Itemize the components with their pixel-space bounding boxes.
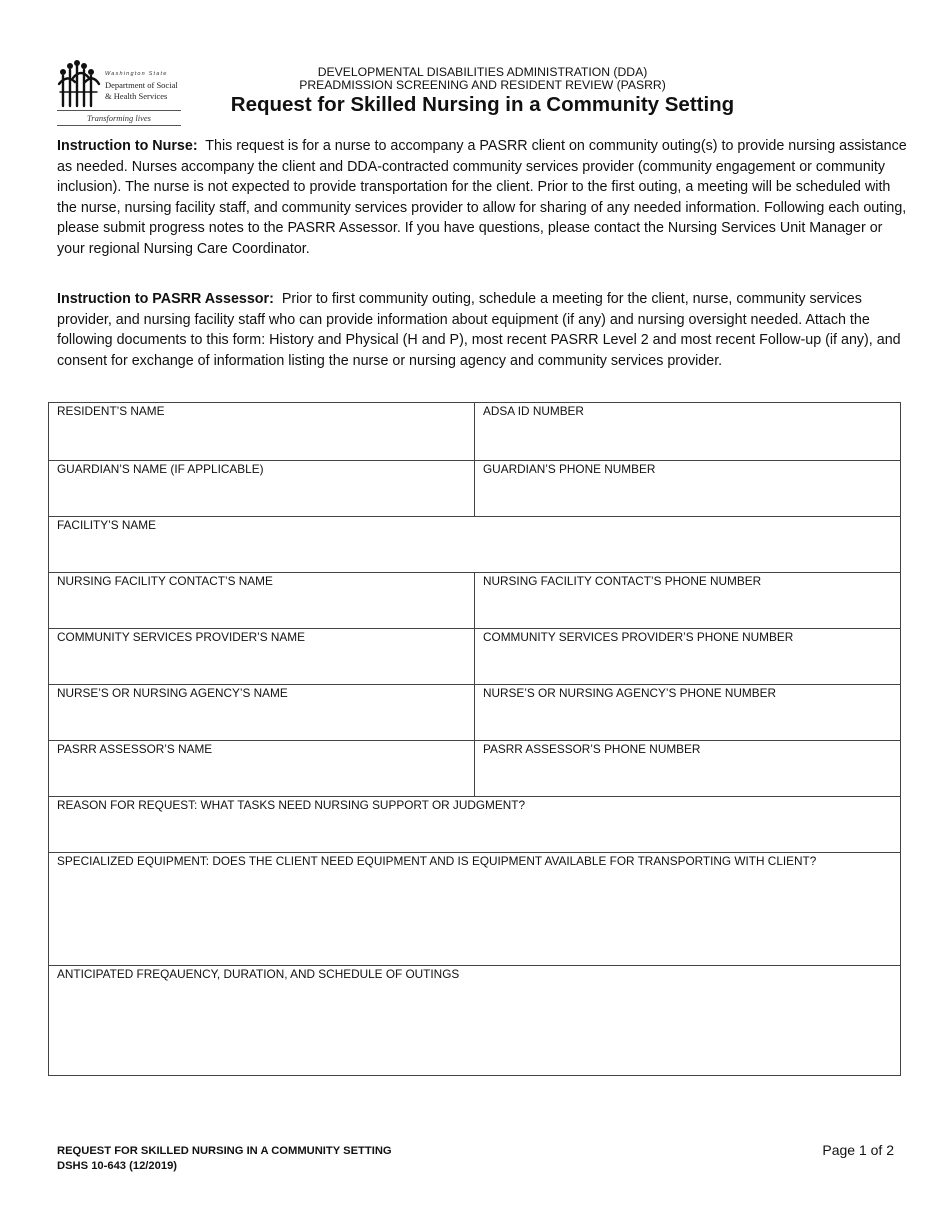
footer-form-number: DSHS 10-643 (12/2019) bbox=[57, 1160, 178, 1172]
field-label: GUARDIAN’S PHONE NUMBER bbox=[483, 462, 656, 476]
assessor-phone-field[interactable] bbox=[475, 741, 900, 797]
form-row bbox=[49, 516, 900, 573]
field-label: REASON FOR REQUEST: WHAT TASKS NEED NURSING SUPPORT OR JUDGMENT? bbox=[57, 798, 526, 812]
nurse-phone-field[interactable] bbox=[475, 685, 900, 741]
form-row bbox=[49, 684, 900, 741]
field-label: GUARDIAN’S NAME (IF APPLICABLE) bbox=[57, 462, 264, 476]
csp-name-field[interactable] bbox=[49, 629, 475, 685]
form-row bbox=[49, 460, 900, 517]
nurse-name-field[interactable] bbox=[49, 685, 475, 741]
form-row bbox=[49, 572, 900, 629]
field-label: NURSE’S OR NURSING AGENCY’S NAME bbox=[57, 686, 288, 700]
field-label: COMMUNITY SERVICES PROVIDER’S NAME bbox=[57, 630, 305, 644]
field-label: NURSE’S OR NURSING AGENCY’S PHONE NUMBER bbox=[483, 686, 776, 700]
logo-divider bbox=[57, 110, 181, 111]
field-label: COMMUNITY SERVICES PROVIDER’S PHONE NUMBER bbox=[483, 630, 794, 644]
reason-field[interactable] bbox=[49, 797, 900, 853]
form-row bbox=[49, 852, 900, 966]
csp-phone-field[interactable] bbox=[475, 629, 900, 685]
assessor-instructions-label: Instruction to PASRR Assessor: bbox=[57, 291, 274, 307]
nurse-instructions-text: This request is for a nurse to accompany a PASRR client on community outing(s) to provide nursing assistance as needed. Nurses accompany the client and DDA-contracted community services provider (community engagement or community inclusion). The nurse is not expected to provide transportation for the client. Prior to the first outing, a meeting will be scheduled with the nurse, nursing facility staff, and community services provider to allow for sharing of any needed information. Following each outing, please submit progress notes to the PASRR Assessor. If you have questions, please contact the Nursing Services Unit Manager or your regional Nursing Care Coordinator. bbox=[57, 138, 907, 257]
form-row bbox=[49, 965, 900, 1076]
page-number: Page 1 of 2 bbox=[822, 1142, 894, 1158]
field-label: PASRR ASSESSOR’S PHONE NUMBER bbox=[483, 742, 701, 756]
header-administration: DEVELOPMENTAL DISABILITIES ADMINISTRATION (DDA) bbox=[317, 65, 648, 79]
form-row bbox=[49, 796, 900, 853]
field-label: NURSING FACILITY CONTACT’S NAME bbox=[57, 574, 273, 588]
request-form bbox=[48, 402, 901, 1076]
field-label: PASRR ASSESSOR’S NAME bbox=[57, 742, 213, 756]
page-title: Request for Skilled Nursing in a Community Setting bbox=[230, 93, 735, 116]
logo-dept-line1: Department of Social bbox=[105, 80, 178, 90]
logo-divider-bottom bbox=[57, 125, 181, 126]
dshs-people-icon bbox=[57, 60, 103, 110]
nf-contact-phone-field[interactable] bbox=[475, 573, 900, 629]
footer-form-title: REQUEST FOR SKILLED NURSING IN A COMMUNITY SETTING bbox=[57, 1145, 392, 1157]
field-label: FACILITY’S NAME bbox=[57, 518, 156, 532]
adsa-id-field[interactable] bbox=[475, 403, 900, 460]
field-label: ADSA ID NUMBER bbox=[483, 404, 584, 418]
field-label: SPECIALIZED EQUIPMENT: DOES THE CLIENT NEED EQUIPMENT AND IS EQUIPMENT AVAILABLE FOR TRANSPORTING WITH CLIENT? bbox=[57, 854, 817, 868]
field-label: NURSING FACILITY CONTACT’S PHONE NUMBER bbox=[483, 574, 762, 588]
form-row bbox=[49, 740, 900, 797]
nf-contact-name-field[interactable] bbox=[49, 573, 475, 629]
assessor-name-field[interactable] bbox=[49, 741, 475, 797]
field-label: ANTICIPATED FREQAUENCY, DURATION, AND SCHEDULE OF OUTINGS bbox=[57, 967, 460, 981]
field-label: RESIDENT’S NAME bbox=[57, 404, 165, 418]
nurse-instructions-label: Instruction to Nurse: bbox=[57, 138, 198, 154]
logo-dept-line2: & Health Services bbox=[105, 91, 168, 101]
assessor-instructions bbox=[57, 289, 907, 371]
form-row bbox=[49, 403, 900, 460]
dshs-logo bbox=[57, 58, 182, 126]
logo-tagline: Transforming lives bbox=[87, 113, 151, 123]
header-program: PREADMISSION SCREENING AND RESIDENT REVIEW (PASRR) bbox=[299, 78, 666, 92]
facility-name-field[interactable] bbox=[49, 517, 900, 573]
nurse-instructions bbox=[57, 136, 907, 260]
logo-state: Washington State bbox=[105, 71, 168, 77]
resident-name-field[interactable] bbox=[49, 403, 475, 460]
assessor-instructions-text: Prior to first community outing, schedule a meeting for the client, nurse, community services provider, and nursing facility staff who can provide information about equipment (if any) and nursing oversight needed. Attach the following documents to this form: History and Physical (H and P), most recent PASRR Level 2 and most recent Follow-up (if any), and consent for exchange of information listing the nurse or nursing agency and community services provider. bbox=[57, 291, 901, 369]
form-row bbox=[49, 628, 900, 685]
equipment-field[interactable] bbox=[49, 853, 900, 966]
schedule-field[interactable] bbox=[49, 966, 900, 1076]
guardian-phone-field[interactable] bbox=[475, 461, 900, 517]
guardian-name-field[interactable] bbox=[49, 461, 475, 517]
